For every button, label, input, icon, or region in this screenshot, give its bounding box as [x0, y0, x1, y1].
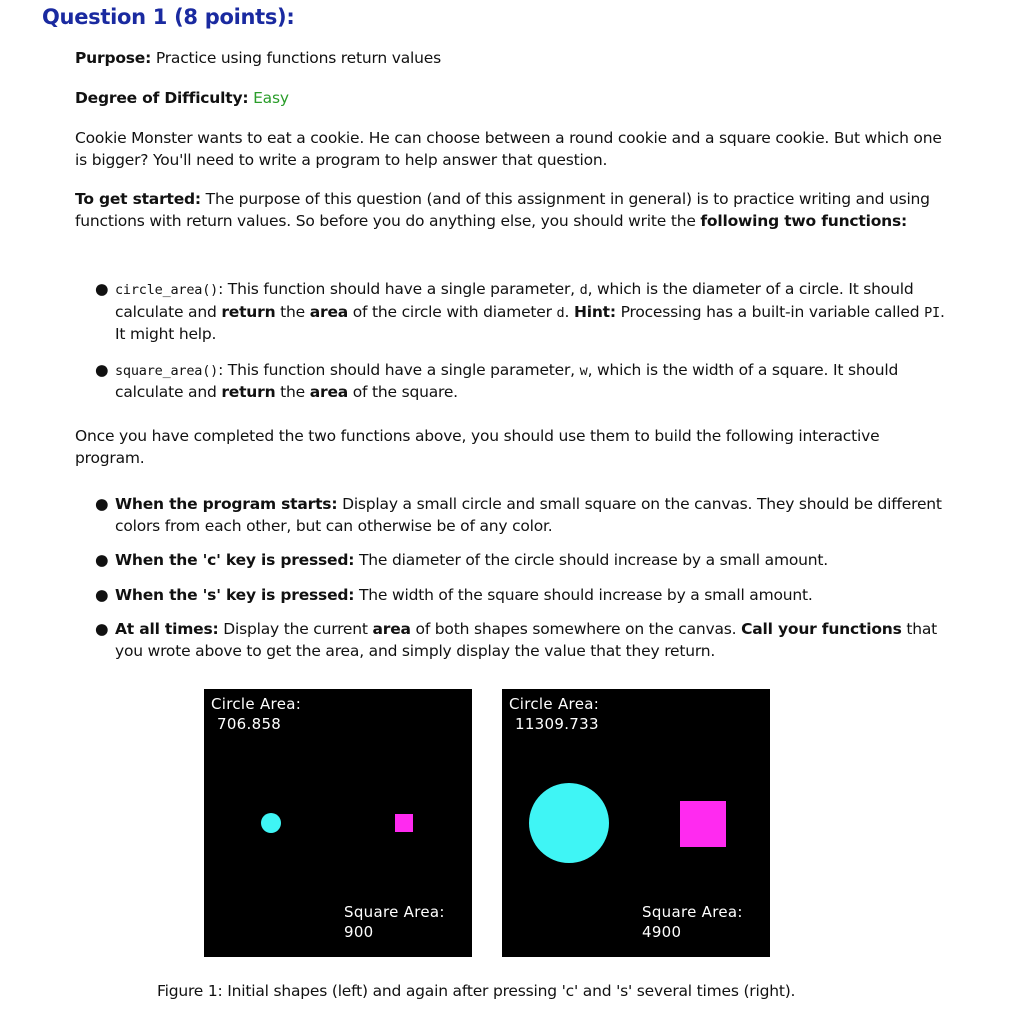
requirement-item — [75, 585, 947, 607]
canvas-initial — [204, 689, 472, 957]
pi-code: PI — [924, 304, 940, 321]
hint-end: . It might help. — [115, 302, 945, 343]
requirement-text: The diameter of the circle should increase by a small amount. — [359, 551, 828, 569]
function-desc-2: , which is the width of a square. It should calculate and — [115, 360, 899, 401]
figure-caption: Figure 1: Initial shapes (left) and again after pressing 'c' and 's' several times (right). — [157, 982, 796, 1000]
difficulty-label: Degree of Difficulty: — [75, 89, 249, 107]
function-item-circle-area — [75, 279, 947, 346]
param-code: d — [579, 282, 588, 298]
bold-return: return — [221, 383, 276, 401]
square-area-label: Square Area: — [344, 903, 445, 921]
get-started-bold: following two functions: — [700, 211, 908, 230]
purpose-line — [75, 48, 947, 70]
param-code-2: d — [556, 304, 565, 321]
function-item-square-area — [75, 360, 947, 404]
bullet-icon: ● — [95, 620, 109, 638]
circle-area-label: Circle Area: — [509, 695, 600, 713]
bullet-icon: ● — [95, 280, 109, 298]
hint-label: Hint: — [573, 302, 616, 321]
magenta-square — [395, 814, 413, 832]
bullet-icon: ● — [95, 585, 109, 604]
get-started-text: The purpose of this question (and of this assignment in general) is to practice writing and using functions with return values. So before you do anything else, you should write the — [75, 190, 930, 230]
bold-return: return — [221, 302, 276, 321]
bullet-icon: ● — [95, 551, 109, 569]
requirement-text-b: of both shapes somewhere on the canvas. — [415, 620, 737, 638]
once-paragraph: Once you have completed the two functions above, you should use them to build the following interactive program. — [75, 427, 880, 467]
square-area-value: 4900 — [642, 923, 682, 941]
requirement-bold-b: Call your functions — [741, 620, 902, 638]
cyan-circle — [261, 813, 281, 833]
circle-area-value: 706.858 — [217, 715, 282, 733]
function-name: circle_area() — [115, 282, 219, 298]
get-started-paragraph — [75, 189, 947, 232]
requirement-item — [75, 550, 947, 572]
function-desc-4: of the circle with diameter — [352, 302, 552, 321]
function-desc-3: the — [280, 383, 305, 401]
requirement-bold-a: area — [372, 620, 411, 638]
requirement-item — [75, 494, 947, 537]
function-list — [75, 279, 947, 404]
square-area-label: Square Area: — [642, 903, 743, 921]
purpose-text: Practice using functions return values — [155, 49, 441, 67]
bold-area: area — [309, 383, 349, 401]
difficulty-value: Easy — [253, 89, 289, 107]
function-desc-1: : This function should have a single parameter, — [218, 360, 575, 379]
function-desc-4: of the square. — [352, 383, 458, 401]
circle-area-value: 11309.733 — [515, 715, 599, 733]
function-desc-2: , which is the diameter of a circle. It should calculate and — [115, 280, 914, 321]
requirement-label: When the program starts: — [115, 495, 338, 513]
purpose-label: Purpose: — [75, 49, 152, 67]
param-code: w — [579, 362, 588, 379]
question-title: Question 1 (8 points): — [42, 5, 295, 29]
cyan-circle — [529, 783, 609, 863]
requirement-label: When the 'c' key is pressed: — [115, 551, 355, 569]
requirement-label: At all times: — [115, 620, 219, 638]
function-desc-3: the — [280, 302, 305, 321]
circle-area-label: Circle Area: — [211, 695, 302, 713]
function-name: square_area() — [115, 362, 219, 379]
bullet-icon: ● — [95, 360, 109, 379]
requirement-item — [75, 619, 947, 662]
function-desc-5: . — [564, 302, 570, 321]
hint-text: Processing has a built-in variable called — [620, 302, 920, 321]
requirement-text-a: Display the current — [223, 620, 368, 638]
intro-paragraph: Cookie Monster wants to eat a cookie. He can choose between a round cookie and a square cookie. But which one is bigger? You'll need to write a program to help answer that question. — [75, 129, 942, 169]
difficulty-line — [75, 88, 947, 110]
magenta-square — [680, 801, 726, 847]
bold-area: area — [309, 302, 349, 321]
bullet-icon: ● — [95, 495, 109, 513]
requirement-text: The width of the square should increase by a small amount. — [359, 585, 813, 604]
requirement-text: Display a small circle and small square on the canvas. They should be different colors from each other, but can otherwise be of any color. — [115, 495, 942, 535]
requirement-label: When the 's' key is pressed: — [115, 585, 355, 604]
requirement-list — [75, 494, 947, 662]
function-desc-1: : This function should have a single parameter, — [218, 280, 575, 298]
canvas-after — [502, 689, 770, 957]
requirement-text-c: that you wrote above to get the area, and simply display the value that they return. — [115, 620, 938, 660]
square-area-value: 900 — [344, 923, 374, 941]
get-started-label: To get started: — [75, 190, 201, 208]
